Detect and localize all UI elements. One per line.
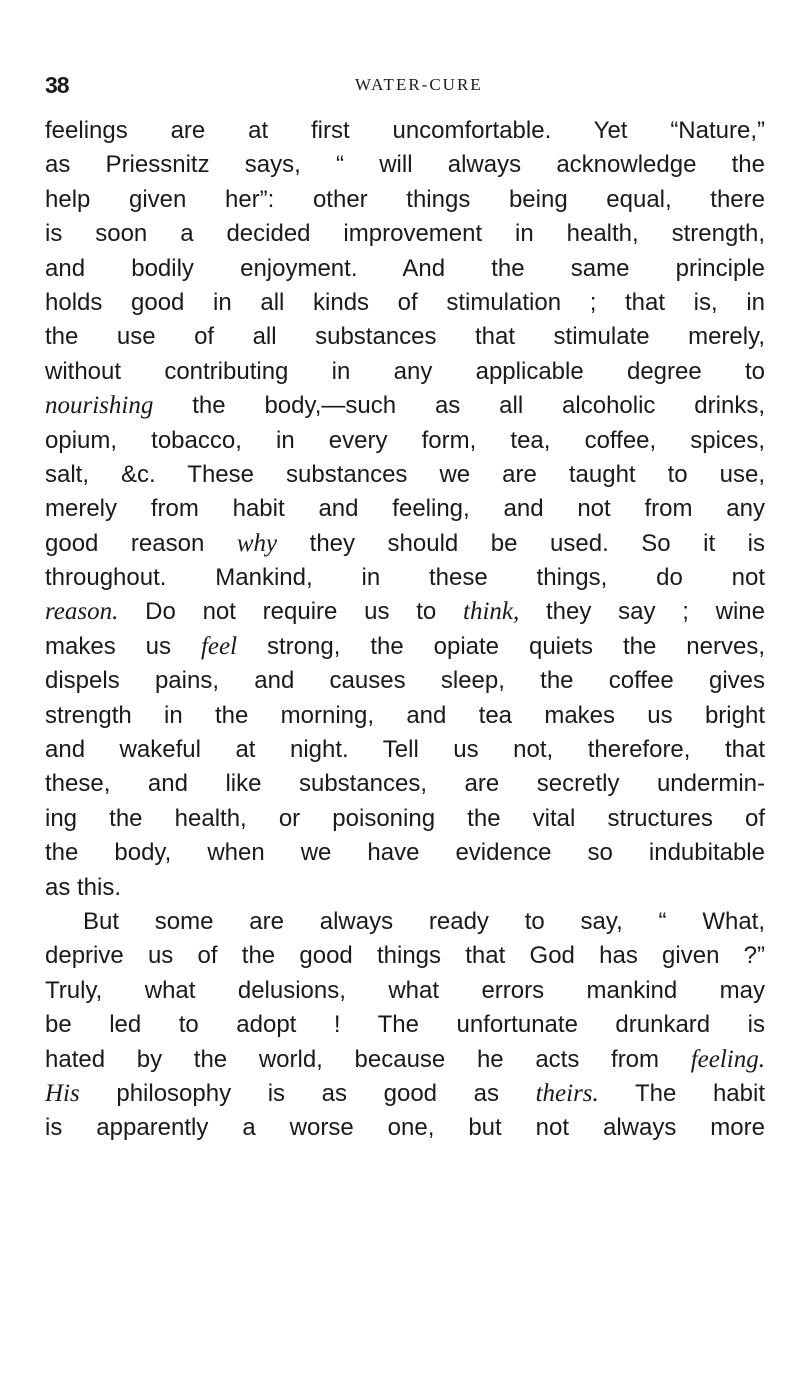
text-line: [45, 114, 765, 148]
text-line: [45, 148, 765, 182]
text-segment: philosophy is as good as: [79, 1079, 536, 1107]
text-segment: these, and like substances, are secretly undermin-: [45, 770, 765, 798]
text-segment: But some are always ready to say, “ What,: [83, 907, 765, 935]
italic-text: theirs.: [535, 1079, 599, 1107]
text-line: [45, 183, 765, 217]
text-line: [45, 802, 765, 836]
text-segment: is soon a decided improvement in health, strength,: [45, 220, 765, 248]
text-segment: strength in the morning, and tea makes us bright: [45, 701, 765, 729]
text-line: [45, 389, 765, 423]
text-line: [45, 939, 765, 973]
text-segment: dispels pains, and causes sleep, the coffee gives: [45, 667, 765, 695]
text-segment: The habit: [598, 1079, 765, 1107]
text-segment: as this.: [45, 873, 122, 901]
text-segment: Truly, what delusions, what errors mankind may: [45, 976, 765, 1004]
text-segment: opium, tobacco, in every form, tea, coffee, spices,: [45, 426, 765, 454]
text-segment: deprive us of the good things that God has given ?”: [45, 942, 765, 970]
italic-text: His: [45, 1079, 80, 1107]
italic-text: feel: [200, 632, 238, 660]
body-text: [45, 114, 765, 1146]
text-line: [45, 1111, 765, 1145]
text-line: [45, 492, 765, 526]
text-segment: holds good in all kinds of stimulation ; that is, in: [45, 288, 765, 316]
text-segment: help given her”: other things being equal, there: [45, 185, 765, 213]
text-line: [45, 1008, 765, 1042]
page-header: [45, 70, 765, 100]
text-line: [45, 699, 765, 733]
text-segment: Do not require us to: [118, 598, 463, 626]
text-segment: the body,—such as all alcoholic drinks,: [153, 392, 765, 420]
text-line: [45, 320, 765, 354]
italic-text: feeling.: [690, 1045, 765, 1073]
text-line: [45, 424, 765, 458]
text-line: [45, 767, 765, 801]
italic-text: think,: [463, 598, 520, 626]
text-segment: is apparently a worse one, but not always more: [45, 1114, 765, 1142]
italic-text: why: [236, 529, 278, 557]
text-segment: they should be used. So it is: [277, 529, 766, 557]
text-segment: hated by the world, because he acts from: [45, 1045, 691, 1073]
text-segment: the use of all substances that stimulate merely,: [45, 323, 765, 351]
text-segment: the body, when we have evidence so indubitable: [45, 839, 765, 867]
text-line: [45, 527, 765, 561]
italic-text: nourishing: [45, 392, 154, 420]
text-line: [45, 595, 765, 629]
running-head: WATER-CURE: [355, 75, 483, 94]
text-segment: as Priessnitz says, “ will always acknowledge the: [45, 151, 765, 179]
text-line: [45, 286, 765, 320]
text-line: [45, 217, 765, 251]
page-number: 38: [45, 72, 69, 98]
text-line: [45, 974, 765, 1008]
text-line: [45, 836, 765, 870]
text-segment: good reason: [45, 529, 237, 557]
text-segment: without contributing in any applicable degree to: [45, 357, 765, 385]
text-segment: and wakeful at night. Tell us not, therefore, that: [45, 736, 765, 764]
text-line: [45, 871, 765, 905]
text-segment: throughout. Mankind, in these things, do not: [45, 564, 765, 592]
text-line: [45, 252, 765, 286]
text-segment: makes us: [45, 632, 201, 660]
text-segment: feelings are at first uncomfortable. Yet “Nature,”: [45, 117, 765, 144]
text-segment: salt, &c. These substances we are taught to use,: [45, 460, 765, 488]
text-line: [45, 1077, 765, 1111]
text-segment: ing the health, or poisoning the vital structures of: [45, 804, 765, 832]
text-segment: be led to adopt ! The unfortunate drunkard is: [45, 1011, 765, 1039]
text-line: [45, 630, 765, 664]
text-segment: they say ; wine: [519, 598, 765, 626]
text-line: [45, 905, 765, 939]
text-segment: and bodily enjoyment. And the same principle: [45, 254, 765, 282]
text-segment: strong, the opiate quiets the nerves,: [237, 632, 765, 660]
text-line: [45, 1043, 765, 1077]
text-segment: merely from habit and feeling, and not from any: [45, 495, 765, 523]
text-line: [45, 664, 765, 698]
text-line: [45, 733, 765, 767]
italic-text: reason.: [45, 598, 119, 626]
text-line: [45, 458, 765, 492]
text-line: [45, 355, 765, 389]
text-line: [45, 561, 765, 595]
